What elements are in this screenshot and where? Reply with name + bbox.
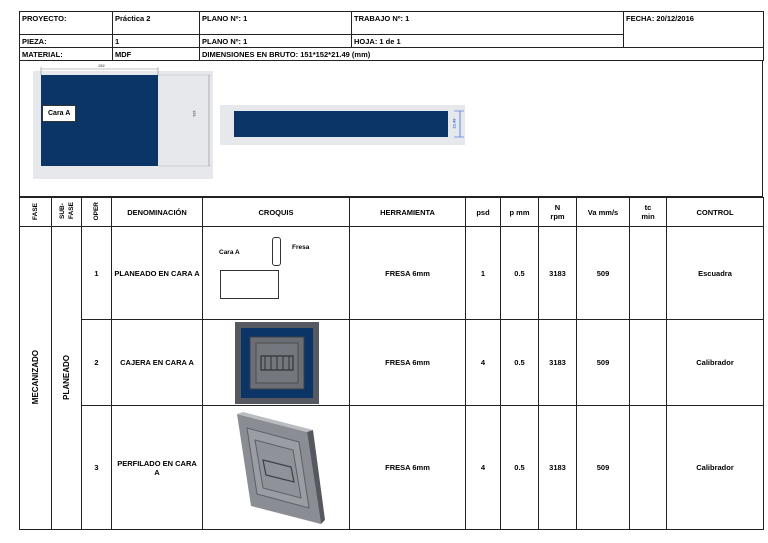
tc-cell — [630, 406, 667, 530]
material-label: MATERIAL: — [20, 48, 113, 61]
material-value: MDF — [113, 48, 200, 61]
col-croquis: CROQUIS — [203, 198, 350, 227]
dimensiones-label: DIMENSIONES EN BRUTO: 151*152*21.49 (mm) — [200, 48, 764, 61]
tc-cell — [630, 227, 667, 320]
col-pmm: p mm — [501, 198, 539, 227]
control-cell: Calibrador — [667, 406, 764, 530]
operations-table — [19, 197, 764, 530]
control-cell: Calibrador — [667, 320, 764, 406]
column-header-row — [20, 198, 764, 227]
croquis-cell — [203, 406, 350, 530]
table-row — [20, 320, 764, 406]
table-row — [20, 227, 764, 320]
denominacion-cell: PLANEADO EN CARA A — [112, 227, 203, 320]
psd-cell: 1 — [466, 227, 501, 320]
croquis-cara-a: Cara A — [219, 249, 240, 256]
col-fase: FASE — [20, 198, 52, 227]
side-view-part — [234, 111, 448, 137]
herramienta-cell: FRESA 6mm — [350, 320, 466, 406]
table-row — [20, 406, 764, 530]
proyecto-value: Práctica 2 — [113, 12, 200, 35]
col-tc: tc min — [630, 198, 667, 227]
fecha-label: FECHA: 20/12/2016 — [624, 12, 764, 48]
control-cell: Escuadra — [667, 227, 764, 320]
pieza-value: 1 — [113, 35, 200, 48]
pmm-cell: 0.5 — [501, 227, 539, 320]
drawing-area — [20, 61, 762, 196]
herramienta-cell: FRESA 6mm — [350, 406, 466, 530]
va-cell: 509 — [577, 320, 630, 406]
fase-cell: MECANIZADO — [20, 227, 52, 530]
dim-width: 152 — [98, 63, 105, 68]
fresa-tool-shape — [272, 237, 281, 266]
oper-cell: 2 — [82, 320, 112, 406]
col-oper: OPER — [82, 198, 112, 227]
psd-cell: 4 — [466, 320, 501, 406]
pocket-render — [235, 322, 319, 404]
header-table — [19, 11, 764, 61]
denominacion-cell: CAJERA EN CARA A — [112, 320, 203, 406]
workpiece-rect — [220, 270, 279, 299]
pieza-label: PIEZA: — [20, 35, 113, 48]
oper-cell: 1 — [82, 227, 112, 320]
n-cell: 3183 — [539, 406, 577, 530]
va-cell: 509 — [577, 227, 630, 320]
col-denominacion: DENOMINACIÓN — [112, 198, 203, 227]
col-subfase: SUB-FASE — [52, 198, 82, 227]
oper-cell: 3 — [82, 406, 112, 530]
psd-cell: 4 — [466, 406, 501, 530]
col-psd: psd — [466, 198, 501, 227]
croquis-cell — [203, 227, 350, 320]
col-herramienta: HERRAMIENTA — [350, 198, 466, 227]
subfase-cell: PLANEADO — [52, 227, 82, 530]
dimension-lines — [33, 65, 218, 175]
va-cell: 509 — [577, 406, 630, 530]
cara-a-label: Cara A — [42, 105, 76, 122]
plano-label-2: PLANO Nº: 1 — [200, 35, 352, 48]
herramienta-cell: FRESA 6mm — [350, 227, 466, 320]
croquis-fresa: Fresa — [292, 244, 310, 251]
croquis-cell — [203, 320, 350, 406]
proyecto-label: PROYECTO: — [20, 12, 113, 35]
trabajo-label: TRABAJO Nº: 1 — [352, 12, 624, 35]
n-cell: 3183 — [539, 227, 577, 320]
col-control: CONTROL — [667, 198, 764, 227]
denominacion-cell: PERFILADO EN CARA A — [112, 406, 203, 530]
tc-cell — [630, 320, 667, 406]
dim-thickness: 21.49 — [451, 118, 457, 129]
pmm-cell: 0.5 — [501, 406, 539, 530]
col-va: Va mm/s — [577, 198, 630, 227]
profile-render — [233, 408, 325, 526]
dim-height: 151 — [191, 110, 197, 117]
process-sheet — [19, 11, 763, 512]
pmm-cell: 0.5 — [501, 320, 539, 406]
hoja-label: HOJA: 1 de 1 — [352, 35, 624, 48]
plano-label-1: PLANO Nº: 1 — [200, 12, 352, 35]
figure-table — [19, 61, 763, 197]
n-cell: 3183 — [539, 320, 577, 406]
col-n: N rpm — [539, 198, 577, 227]
